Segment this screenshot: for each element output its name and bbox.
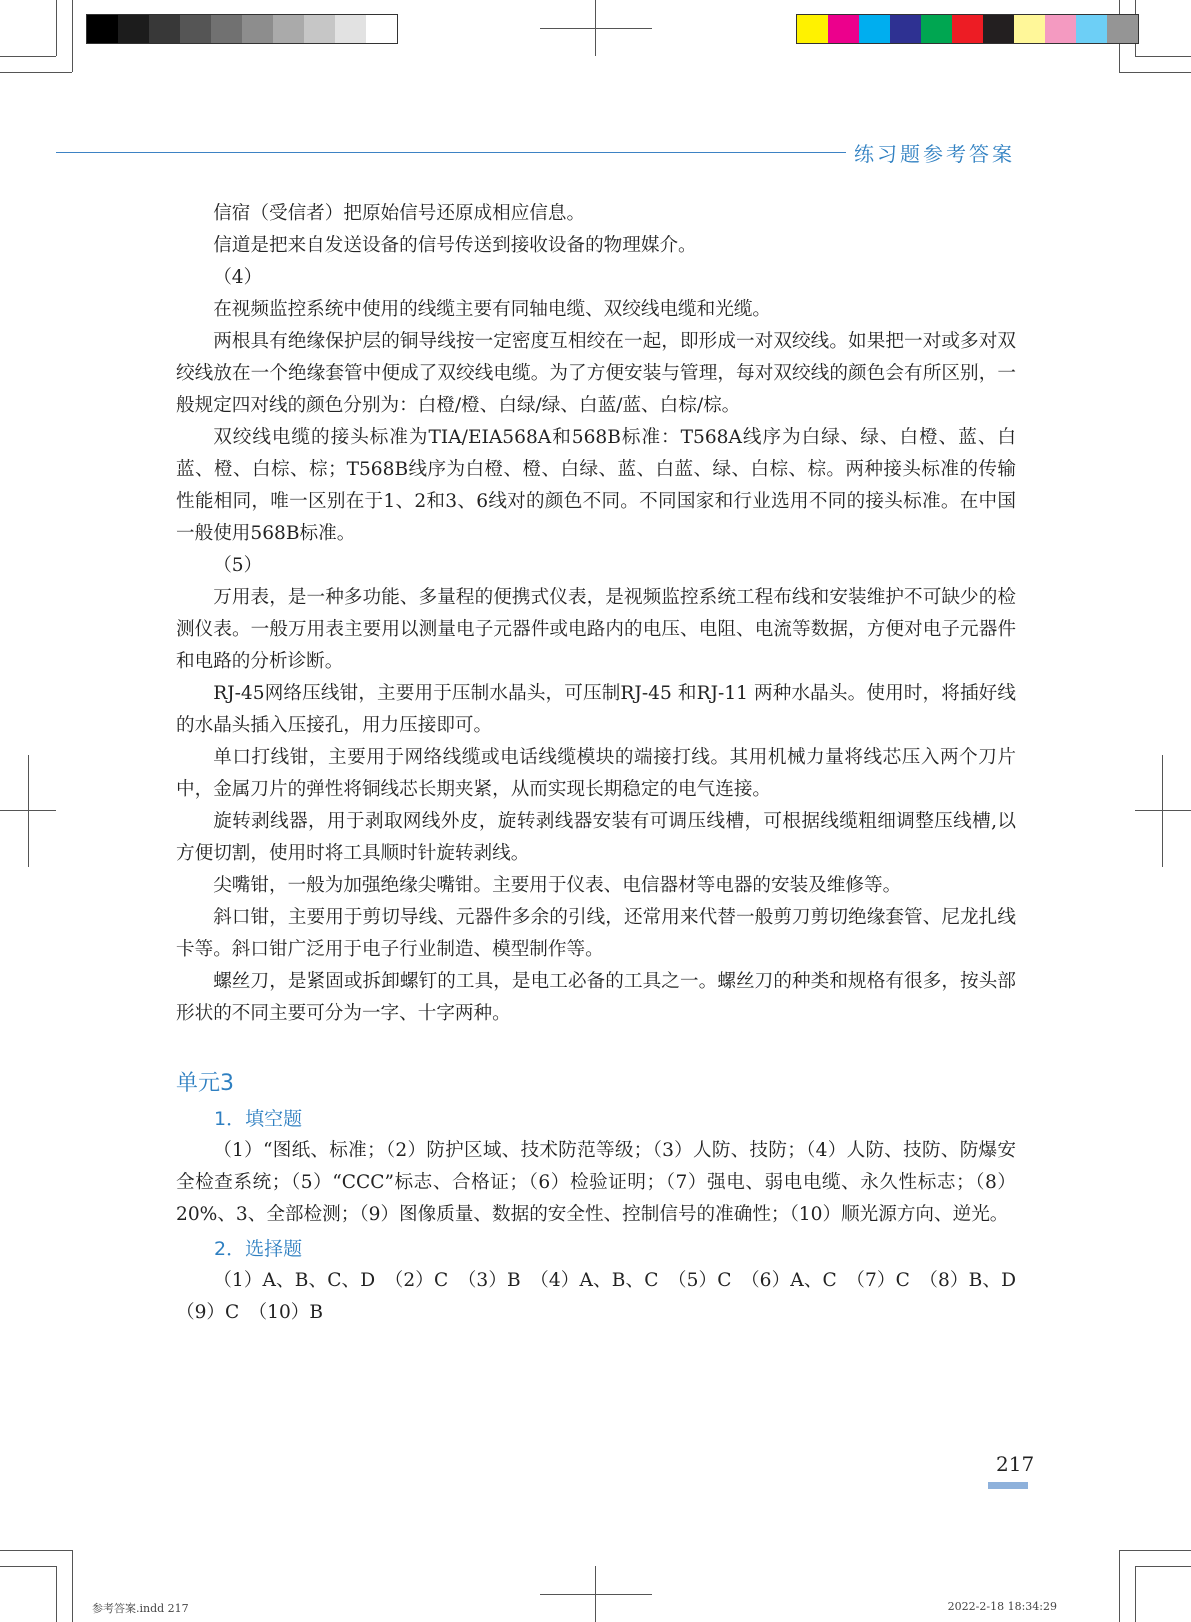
color-swatch	[921, 15, 952, 43]
gray-swatch	[335, 15, 366, 43]
section-heading-multiple-choice: 2．选择题	[214, 1238, 303, 1260]
multiple-choice-answers: （1）A、B、C、D （2）C （3）B （4）A、B、C （5）C （6）A、C （7）C （8）B、D （9）C （10）B	[176, 1270, 1035, 1323]
paragraph: 双绞线电缆的接头标准为TIA/EIA568A和568B标准：T568A线序为白绿、绿、白橙、蓝、白蓝、橙、白棕、棕；T568B线序为白橙、橙、白绿、蓝、白蓝、绿、白棕、棕。两种接头标准的传输性能相同，唯一区别在于1、2和3、6线对的颜色不同。不同国家和行业选用不同的接头标准。在中国一般使用568B标准。	[176, 427, 1016, 544]
gray-swatch	[149, 15, 180, 43]
crop-mark	[0, 72, 72, 73]
color-calibration-bar	[796, 14, 1139, 44]
paragraph: 在视频监控系统中使用的线缆主要有同轴电缆、双绞线电缆和光缆。	[213, 299, 772, 320]
paragraph: 两根具有绝缘保护层的铜导线按一定密度互相绞在一起，即形成一对双绞线。如果把一对或多对双绞线放在一个绝缘套管中便成了双绞线电缆。为了方便安装与管理，每对双绞线的颜色会有所区别，一般规定四对线的颜色分别为：白橙/橙、白绿/绿、白蓝/蓝、白棕/棕。	[176, 331, 1016, 416]
grayscale-calibration-bar	[86, 14, 398, 44]
section-heading-fill-blank: 1．填空题	[214, 1108, 303, 1130]
crop-mark	[56, 0, 57, 56]
gray-swatch	[118, 15, 149, 43]
crop-mark	[72, 1550, 73, 1622]
crop-mark	[540, 28, 652, 29]
paragraph: RJ-45网络压线钳，主要用于压制水晶头，可压制RJ-45 和RJ-11 两种水晶头。使用时，将插好线的水晶头插入压接孔，用力压接即可。	[176, 683, 1016, 736]
crop-mark	[1119, 1550, 1191, 1551]
paragraph: 单口打线钳，主要用于网络线缆或电话线缆模块的端接打线。其用机械力量将线芯压入两个刀片中，金属刀片的弹性将铜线芯长期夹紧，从而实现长期稳定的电气连接。	[176, 747, 1016, 800]
gray-swatch	[211, 15, 242, 43]
gray-swatch	[273, 15, 304, 43]
color-swatch	[1107, 15, 1138, 43]
crop-mark	[56, 1566, 57, 1622]
gray-swatch	[87, 15, 118, 43]
slug-filename: 参考答案.indd 217	[92, 1602, 189, 1615]
page-number-bar	[988, 1482, 1028, 1489]
crop-mark	[72, 0, 73, 72]
color-swatch	[1076, 15, 1107, 43]
crop-mark	[1135, 810, 1191, 811]
paragraph: 螺丝刀，是紧固或拆卸螺钉的工具，是电工必备的工具之一。螺丝刀的种类和规格有很多，按头部形状的不同主要可分为一字、十字两种。	[176, 971, 1016, 1024]
crop-mark	[0, 1566, 56, 1567]
color-swatch	[983, 15, 1014, 43]
paragraph: 信宿（受信者）把原始信号还原成相应信息。	[213, 203, 586, 224]
color-swatch	[890, 15, 921, 43]
crop-mark	[595, 1566, 596, 1622]
paragraph: 尖嘴钳，一般为加强绝缘尖嘴钳。主要用于仪表、电信器材等电器的安装及维修等。	[213, 875, 902, 896]
slug-timestamp: 2022-2-18 18:34:29	[947, 1600, 1057, 1613]
paragraph: 斜口钳，主要用于剪切导线、元器件多余的引线，还常用来代替一般剪刀剪切绝缘套管、尼龙扎线卡等。斜口钳广泛用于电子行业制造、模型制作等。	[176, 907, 1016, 960]
crop-mark	[1119, 1550, 1120, 1622]
page-content	[176, 198, 1035, 1329]
crop-mark	[1135, 1566, 1136, 1622]
paragraph: （4）	[213, 267, 263, 288]
crop-mark	[1162, 755, 1163, 867]
unit-heading: 单元3	[176, 1071, 234, 1096]
running-header-title: 练习题参考答案	[854, 142, 1015, 166]
gray-swatch	[180, 15, 211, 43]
color-swatch	[1014, 15, 1045, 43]
gray-swatch	[242, 15, 273, 43]
crop-mark	[595, 0, 596, 56]
crop-mark	[0, 56, 56, 57]
crop-mark	[28, 755, 29, 867]
gray-swatch	[366, 15, 397, 43]
color-swatch	[797, 15, 828, 43]
crop-mark	[0, 1550, 72, 1551]
answer-paragraphs	[176, 198, 1016, 1030]
crop-mark	[540, 1594, 652, 1595]
paragraph: 旋转剥线器，用于剥取网线外皮，旋转剥线器安装有可调压线槽，可根据线缆粗细调整压线槽,以方便切割，使用时将工具顺时针旋转剥线。	[176, 811, 1016, 864]
page-number: 217	[996, 1452, 1035, 1476]
color-swatch	[859, 15, 890, 43]
color-swatch	[1045, 15, 1076, 43]
crop-mark	[1135, 1566, 1191, 1567]
fill-blank-answers: （1）“图纸、标准；（2）防护区域、技术防范等级；（3）人防、技防；（4）人防、技防、防爆安全检查系统；（5）“CCC”标志、合格证；（6）检验证明；（7）强电、弱电电缆、永久性标志；（8）20%、3、全部检测；（9）图像质量、数据的安全性、控制信号的准确性；（10）顺光源方向、逆光。	[176, 1140, 1016, 1225]
paragraph: （5）	[213, 555, 263, 576]
crop-mark	[1135, 56, 1191, 57]
crop-mark	[1119, 72, 1191, 73]
gray-swatch	[304, 15, 335, 43]
color-swatch	[828, 15, 859, 43]
paragraph: 万用表，是一种多功能、多量程的便携式仪表，是视频监控系统工程布线和安装维护不可缺少的检测仪表。一般万用表主要用以测量电子元器件或电路内的电压、电阻、电流等数据，方便对电子元器件和电路的分析诊断。	[176, 587, 1016, 672]
paragraph: 信道是把来自发送设备的信号传送到接收设备的物理媒介。	[213, 235, 697, 256]
color-swatch	[952, 15, 983, 43]
header-rule	[56, 152, 846, 153]
